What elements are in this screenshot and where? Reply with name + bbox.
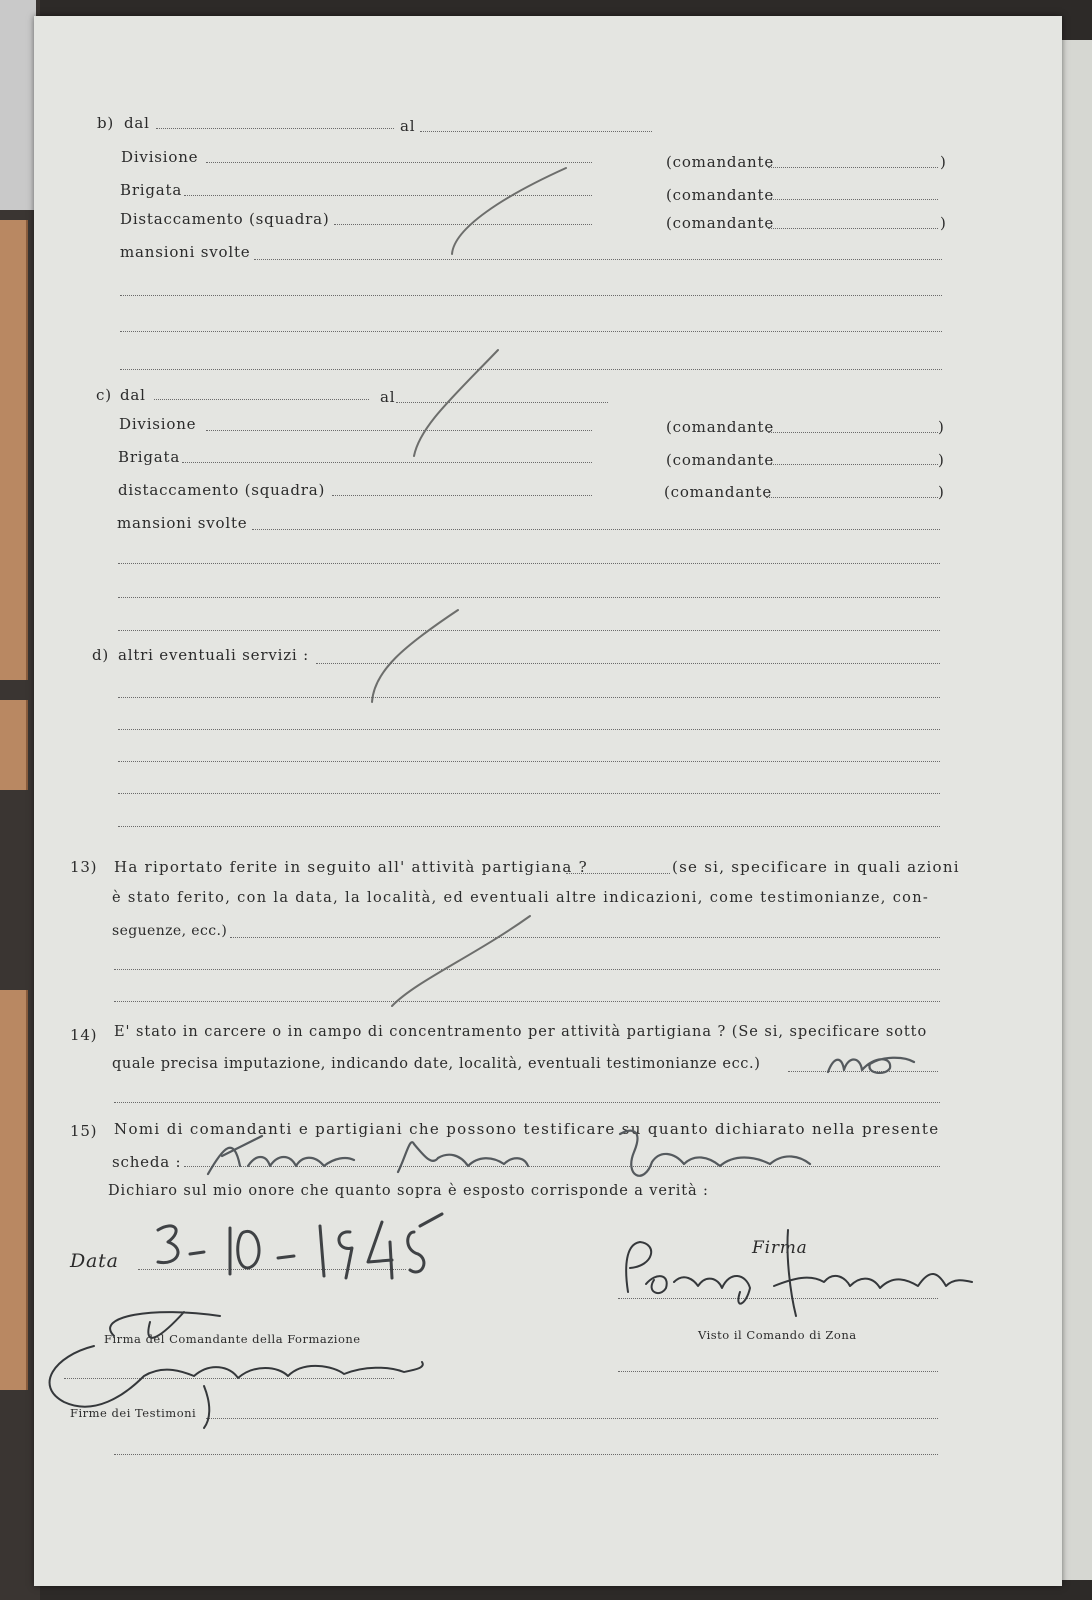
section-c-distaccamento-comandante: (comandante bbox=[664, 483, 773, 501]
q14-line2: quale precisa imputazione, indicando date, località, eventuali testimonianze ecc.) bbox=[112, 1056, 761, 1072]
answer-name-handwriting bbox=[208, 1136, 354, 1174]
section-b-brigata-label: Brigata bbox=[120, 181, 183, 199]
binding-ribbon bbox=[0, 0, 36, 210]
data-label: Data bbox=[70, 1250, 119, 1272]
section-c-divisione-label: Divisione bbox=[119, 415, 197, 433]
visto-comando-label: Visto il Comando di Zona bbox=[698, 1328, 857, 1342]
answer-name-handwriting bbox=[398, 1142, 528, 1172]
date-handwriting bbox=[190, 1228, 294, 1274]
q15-line1: Nomi di comandanti e partigiani che possono testificare su quanto dichiarato nella presente bbox=[114, 1120, 940, 1138]
section-c-brigata-label: Brigata bbox=[118, 448, 181, 466]
q13-line1: Ha riportato ferite in seguito all' attività partigiana ? bbox=[114, 858, 588, 876]
section-b-distaccamento-comandante: (comandante bbox=[666, 214, 775, 232]
binder-tab bbox=[0, 990, 28, 1390]
section-c-brigata-comandante: (comandante bbox=[666, 451, 775, 469]
date-handwriting bbox=[320, 1214, 442, 1278]
q13-number: 13) bbox=[70, 858, 98, 876]
section-b-distaccamento-label: Distaccamento (squadra) bbox=[120, 210, 330, 228]
q14-line1: E' stato in carcere o in campo di concentramento per attività partigiana ? (Se si, specificare sotto bbox=[114, 1024, 928, 1040]
q13-line2: è stato ferito, con la data, la località, ed eventuali altre indicazioni, come testimonianze, con- bbox=[112, 890, 930, 906]
commander-signature bbox=[204, 1386, 209, 1428]
q13-line3: seguenze, ecc.) bbox=[112, 923, 228, 939]
firma-handwriting bbox=[626, 1242, 750, 1304]
form-page: b) dal al Divisione (comandante ) Brigata (comandante Distaccamento (squadra) (comandante ) mansioni svolte c) dal al Divisione (comandante ) Brigata (comandante ) distaccamento (squadra) (comandante ) mansioni svolte d) altri eventuali servizi : 13) Ha riportato ferite in seguito all' attività partigiana ? (se si, specificare in quali azioni è stato ferito, con la data, la località, ed eventuali altre indicazioni, come testimonianze, con- seguenze, ecc.) 14) E' stato in carcere o in campo di concentramento per attività partigiana ? (Se si, specificare sotto quale precisa imputazione, indicando date, località, eventuali testimonianze ecc.) 15) Nomi di comandanti e partigiani che possono testificare su quanto dichiarato nella presente scheda : Dichiaro sul mio onore che quanto sopra è esposto corrisponde a verità : Data Firma Firma del Comandante della Formazione Visto il Comando di Zona Firme dei Testimoni bbox=[34, 16, 1062, 1586]
section-b-dal: dal bbox=[124, 114, 150, 132]
declaration: Dichiaro sul mio onore che quanto sopra è esposto corrisponde a verità : bbox=[108, 1183, 709, 1199]
section-c-label: c) bbox=[96, 386, 112, 404]
section-d-text: altri eventuali servizi : bbox=[118, 646, 309, 664]
strike-mark bbox=[452, 168, 566, 254]
date-handwriting bbox=[158, 1226, 178, 1263]
answer-name-handwriting bbox=[620, 1131, 810, 1176]
commander-signature bbox=[50, 1312, 423, 1407]
q14-number: 14) bbox=[70, 1026, 98, 1044]
section-b-label: b) bbox=[97, 114, 115, 132]
strike-mark bbox=[372, 610, 458, 702]
binder-tab bbox=[0, 700, 28, 790]
comandante-formazione-label: Firma del Comandante della Formazione bbox=[104, 1332, 361, 1346]
answer-no-handwriting bbox=[828, 1058, 914, 1073]
q15-line2: scheda : bbox=[112, 1153, 182, 1171]
q13-line1b: (se si, specificare in quali azioni bbox=[672, 858, 960, 876]
section-b-brigata-comandante: (comandante bbox=[666, 186, 775, 204]
section-b-divisione-comandante: (comandante bbox=[666, 153, 775, 171]
section-b-al: al bbox=[400, 117, 416, 135]
section-c-distaccamento-label: distaccamento (squadra) bbox=[118, 481, 326, 499]
handwriting-layer bbox=[34, 16, 1062, 1586]
section-c-divisione-comandante: (comandante bbox=[666, 418, 775, 436]
q15-number: 15) bbox=[70, 1122, 98, 1140]
binder-tab bbox=[0, 220, 28, 680]
strike-mark bbox=[392, 916, 530, 1006]
section-c-al: al bbox=[380, 388, 396, 406]
section-b-divisione-label: Divisione bbox=[121, 148, 199, 166]
firma-label: Firma bbox=[752, 1238, 808, 1258]
firma-handwriting bbox=[774, 1230, 972, 1316]
strike-mark bbox=[414, 350, 498, 456]
section-d-label: d) bbox=[92, 646, 110, 664]
section-c-dal: dal bbox=[120, 386, 146, 404]
section-c-mansioni-label: mansioni svolte bbox=[117, 514, 248, 532]
section-b-mansioni-label: mansioni svolte bbox=[120, 243, 251, 261]
firme-testimoni-label: Firme dei Testimoni bbox=[70, 1406, 197, 1420]
